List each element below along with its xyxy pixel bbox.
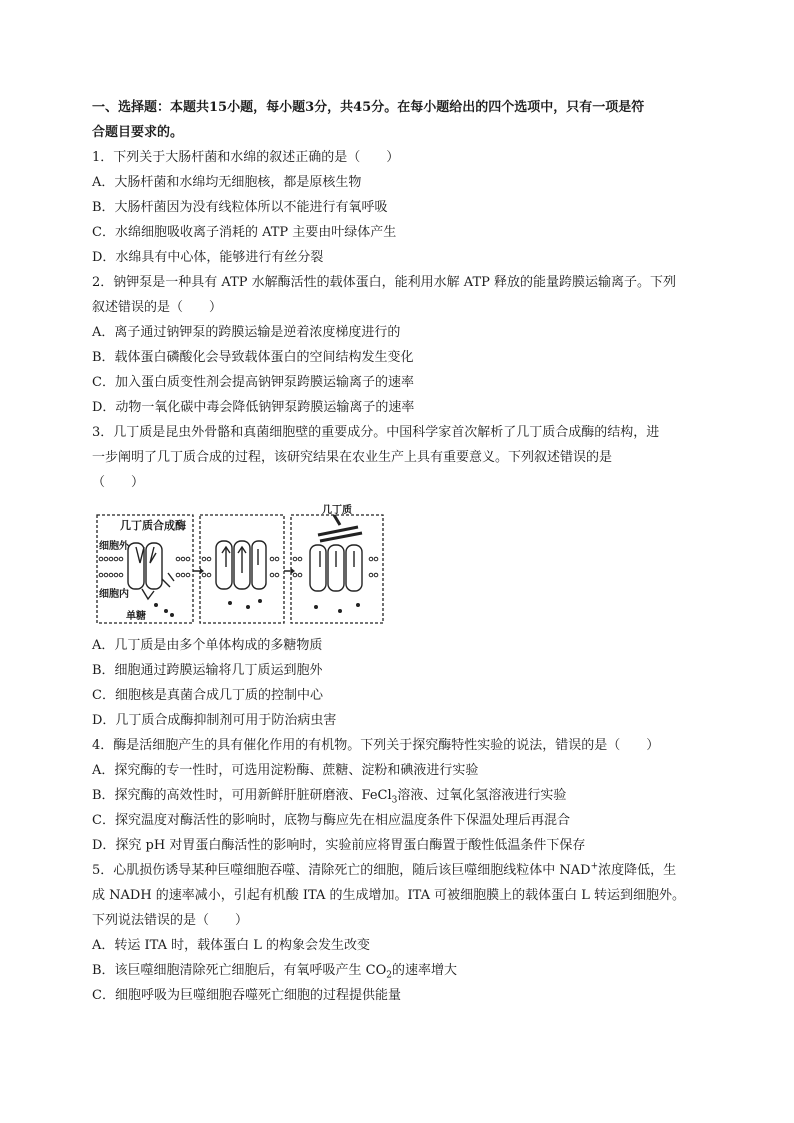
- q5-option-b-text-2: 的速率增大: [392, 963, 458, 978]
- label-monomer: 单糖: [126, 611, 146, 622]
- q4-option-d[interactable]: D．探究 pH 对胃蛋白酶活性的影响时，实验前应将胃蛋白酶置于酸性低温条件下保存: [92, 838, 586, 853]
- q4-option-c[interactable]: C．探究温度对酶活性的影响时，底物与酶应先在相应温度条件下保温处理后再混合: [92, 813, 570, 828]
- q4-option-b-text-2: 溶液、过氧化氢溶液进行实验: [397, 788, 567, 803]
- question-2: [92, 270, 712, 420]
- q2-stem-line-1: 2．钠钾泵是一种具有 ATP 水解酶活性的载体蛋白，能利用水解 ATP 释放的能量跨膜运输离子。下列: [92, 275, 676, 290]
- label-chitin-synthase: 几丁质合成酶: [120, 519, 186, 532]
- arrow-1: [193, 568, 204, 574]
- label-cell-inside: 细胞内: [99, 589, 129, 600]
- q3-option-b[interactable]: B．细胞通过跨膜运输将几丁质运到胞外: [92, 663, 323, 678]
- chitin-synthase-figure: [96, 503, 386, 625]
- label-cell-outside: 细胞外: [99, 541, 129, 552]
- q1-option-c[interactable]: C．水绵细胞吸收离子消耗的 ATP 主要由叶绿体产生: [92, 225, 397, 240]
- arrow-2: [284, 568, 295, 574]
- q5-stem-line-3: 下列说法错误的是（ ）: [92, 913, 249, 928]
- q5-stem-line-1: [92, 858, 712, 883]
- q4-stem: 4．酶是活细胞产生的具有催化作用的有机物。下列关于探究酶特性实验的说法，错误的是（ ）: [92, 738, 660, 753]
- q5-stem-superscript: +: [590, 861, 599, 872]
- enzyme-complex-2: [216, 541, 266, 589]
- q2-option-b[interactable]: B．载体蛋白磷酸化会导致载体蛋白的空间结构发生变化: [92, 350, 414, 365]
- section-header-line-2: 合题目要求的。: [92, 125, 184, 140]
- q5-option-a[interactable]: A．转运 ITA 时，载体蛋白 L 的构象会发生改变: [92, 938, 371, 953]
- question-4: [92, 733, 712, 858]
- q3-stem-line-3: （ ）: [92, 475, 145, 490]
- chitin-chain: [318, 515, 362, 541]
- chitin-synthase-diagram: [96, 503, 386, 625]
- q4-option-b-subscript: 3: [391, 795, 398, 806]
- question-1: [92, 145, 712, 270]
- q5-option-b[interactable]: [92, 958, 712, 983]
- q3-option-d[interactable]: D．几丁质合成酶抑制剂可用于防治病虫害: [92, 713, 337, 728]
- enzyme-complex-3: [310, 545, 362, 591]
- q4-option-b[interactable]: [92, 783, 712, 808]
- q2-option-a[interactable]: A．离子通过钠钾泵的跨膜运输是逆着浓度梯度进行的: [92, 325, 401, 340]
- q1-stem: 1．下列关于大肠杆菌和水绵的叙述正确的是（ ）: [92, 150, 400, 165]
- q5-stem-text-2: 浓度降低，生: [598, 863, 677, 878]
- question-3: [92, 420, 712, 733]
- q3-option-a[interactable]: A．几丁质是由多个单体构成的多糖物质: [92, 638, 323, 653]
- q4-option-a[interactable]: A．探究酶的专一性时，可选用淀粉酶、蔗糖、淀粉和碘液进行实验: [92, 763, 479, 778]
- section-header-line-1: 一、选择题：本题共15小题，每小题3分，共45分。在每小题给出的四个选项中，只有一项是符: [92, 100, 645, 115]
- q3-stem-line-2: 一步阐明了几丁质合成的过程，该研究结果在农业生产上具有重要意义。下列叙述错误的是: [92, 450, 613, 465]
- q1-option-a[interactable]: A．大肠杆菌和水绵均无细胞核，都是原核生物: [92, 175, 362, 190]
- q4-option-b-text-1: B．探究酶的高效性时，可用新鲜肝脏研磨液、FeCl: [92, 788, 392, 803]
- q1-option-d[interactable]: D．水绵具有中心体，能够进行有丝分裂: [92, 250, 324, 265]
- q3-option-c[interactable]: C．细胞核是真菌合成几丁质的控制中心: [92, 688, 323, 703]
- label-chitin: 几丁质: [322, 505, 352, 516]
- q2-option-c[interactable]: C．加入蛋白质变性剂会提高钠钾泵跨膜运输离子的速率: [92, 375, 414, 390]
- exam-page: [92, 95, 712, 1008]
- q5-option-c[interactable]: C．细胞呼吸为巨噬细胞吞噬死亡细胞的过程提供能量: [92, 988, 401, 1003]
- question-5: [92, 858, 712, 1008]
- q5-stem-text-1: 5．心肌损伤诱导某种巨噬细胞吞噬、清除死亡的细胞，随后该巨噬细胞线粒体中 NAD: [92, 863, 591, 878]
- q1-option-b[interactable]: B．大肠杆菌因为没有线粒体所以不能进行有氧呼吸: [92, 200, 388, 215]
- q5-option-b-subscript: 2: [386, 970, 393, 981]
- q3-stem-line-1: 3．几丁质是昆虫外骨骼和真菌细胞壁的重要成分。中国科学家首次解析了几丁质合成酶的结构，进: [92, 425, 660, 440]
- q5-stem-line-2: 成 NADH 的速率减小，引起有机酸 ITA 的生成增加。ITA 可被细胞膜上的载体蛋白 L 转运到细胞外。: [92, 888, 686, 903]
- q5-option-b-text-1: B．该巨噬细胞清除死亡细胞后，有氧呼吸产生 CO: [92, 963, 387, 978]
- q2-option-d[interactable]: D．动物一氧化碳中毒会降低钠钾泵跨膜运输离子的速率: [92, 400, 415, 415]
- q2-stem-line-2: 叙述错误的是（ ）: [92, 300, 223, 315]
- enzyme-complex-1: [128, 543, 174, 599]
